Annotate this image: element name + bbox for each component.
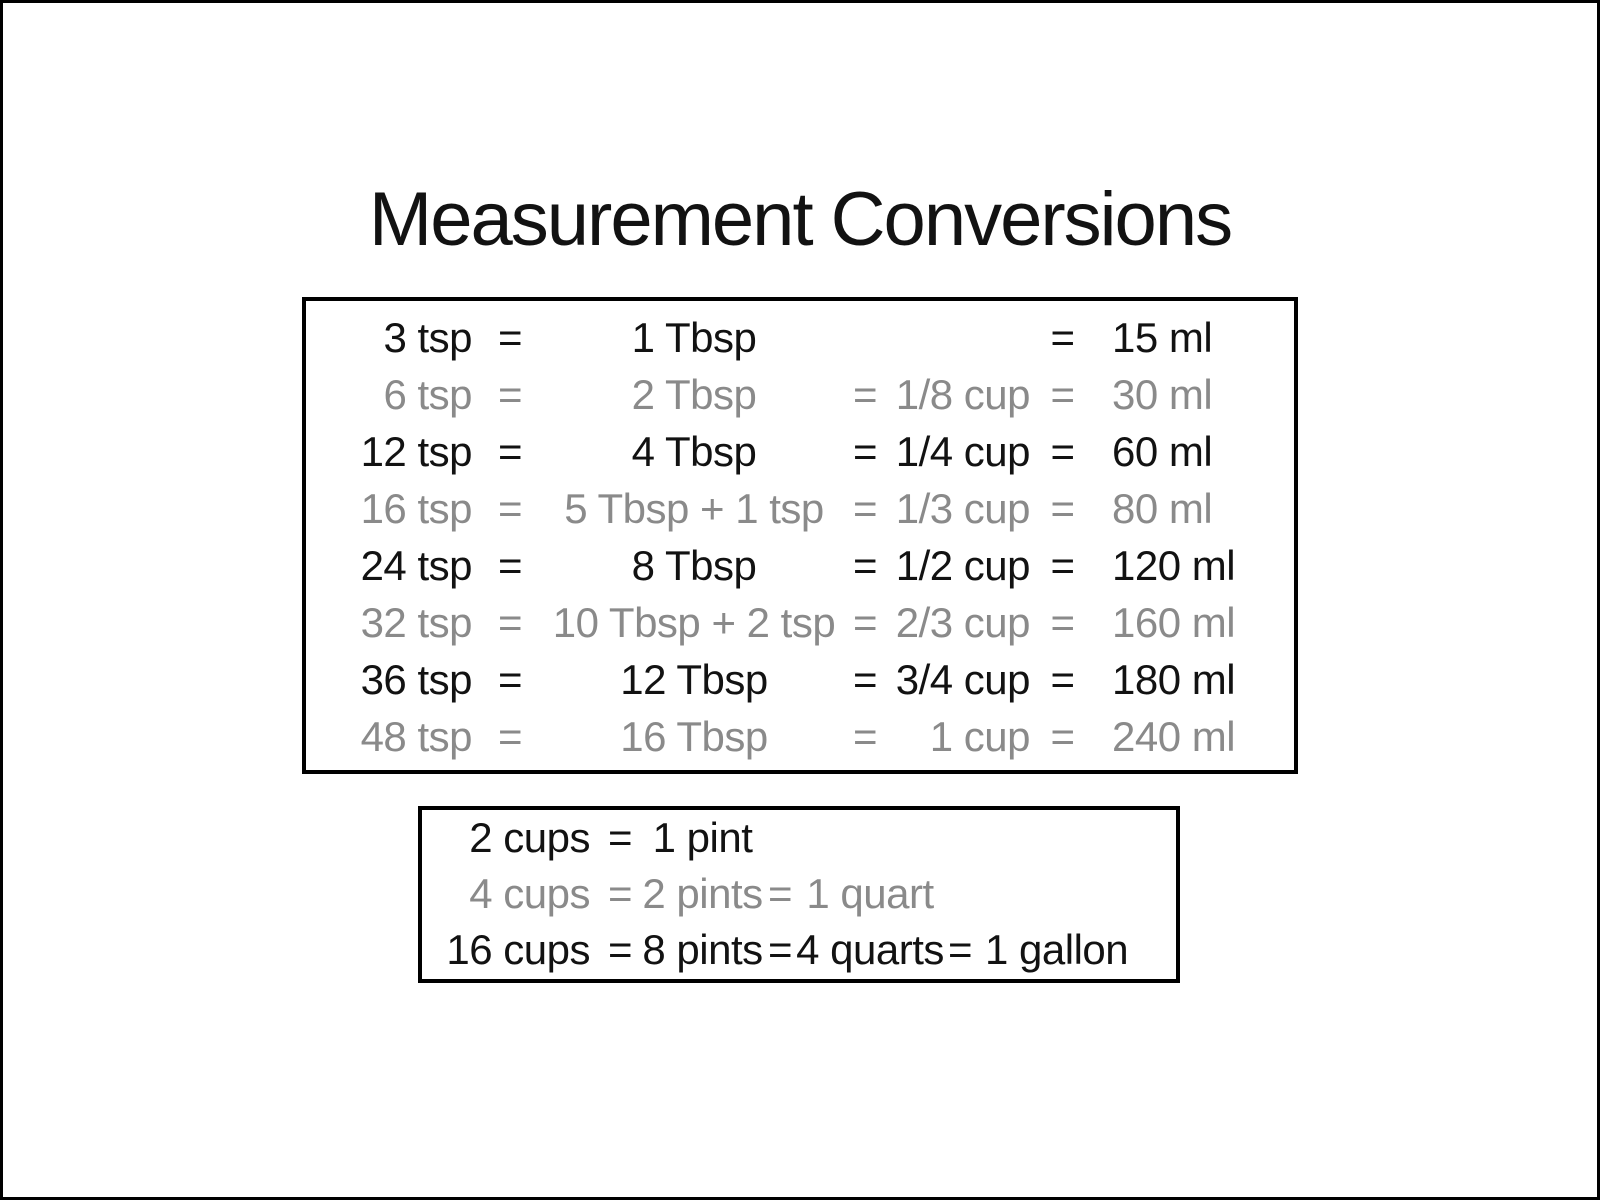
- equals-sign: =: [497, 541, 523, 589]
- page-title: Measurement Conversions: [368, 177, 1232, 262]
- cups-value: 4 cups: [469, 870, 590, 917]
- tsp-value: 36 tsp: [360, 655, 472, 703]
- quarts-value: 1 quart: [806, 870, 934, 917]
- ml-value: 15 ml: [1112, 313, 1213, 361]
- equals-sign: =: [1050, 712, 1075, 760]
- equals-sign: =: [607, 926, 633, 973]
- equals-sign: =: [1050, 370, 1075, 418]
- table-row: [306, 708, 1294, 765]
- cup-value: 2/3 cup: [895, 598, 1030, 646]
- equals-sign: =: [767, 926, 793, 973]
- cups-value: 2 cups: [469, 814, 590, 861]
- pints-value: 2 pints: [642, 870, 763, 917]
- tsp-value: 24 tsp: [360, 541, 472, 589]
- tbsp-value: 10 Tbsp + 2 tsp: [552, 598, 836, 646]
- ml-value: 120 ml: [1112, 541, 1236, 589]
- table-row: [422, 810, 1176, 866]
- table-row: [306, 480, 1294, 537]
- table-row: [306, 537, 1294, 594]
- equals-sign: =: [497, 484, 523, 532]
- tsp-value: 32 tsp: [360, 598, 472, 646]
- equals-sign: =: [852, 370, 878, 418]
- tsp-value: 48 tsp: [360, 712, 472, 760]
- table-row: [306, 309, 1294, 366]
- equals-sign: =: [607, 870, 633, 917]
- pints-value: 1 pint: [652, 814, 753, 861]
- equals-sign: =: [1050, 313, 1075, 361]
- ml-value: 180 ml: [1112, 655, 1236, 703]
- table-row: [306, 594, 1294, 651]
- equals-sign: =: [497, 598, 523, 646]
- cup-value: 1/8 cup: [895, 370, 1030, 418]
- table-row: [422, 922, 1176, 978]
- equals-sign: =: [852, 712, 878, 760]
- cup-value: 1/3 cup: [895, 484, 1030, 532]
- cups-value: 16 cups: [446, 926, 590, 973]
- cups-pints-quarts-gallons-table: [418, 806, 1180, 983]
- equals-sign: =: [852, 655, 878, 703]
- cup-value: 1/4 cup: [895, 427, 1030, 475]
- equals-sign: =: [1050, 598, 1075, 646]
- equals-sign: =: [852, 484, 878, 532]
- ml-value: 160 ml: [1112, 598, 1236, 646]
- table-row: [422, 866, 1176, 922]
- pints-value: 8 pints: [642, 926, 763, 973]
- equals-sign: =: [1050, 427, 1075, 475]
- equals-sign: =: [1050, 484, 1075, 532]
- tbsp-value: 12 Tbsp: [620, 655, 768, 703]
- table-row: [306, 366, 1294, 423]
- quarts-value: 4 quarts: [796, 926, 944, 973]
- tbsp-value: 5 Tbsp + 1 tsp: [564, 484, 824, 532]
- equals-sign: =: [497, 370, 523, 418]
- equals-sign: =: [497, 427, 523, 475]
- cup-value: 1 cup: [929, 712, 1030, 760]
- equals-sign: =: [497, 712, 523, 760]
- equals-sign: =: [497, 655, 523, 703]
- equals-sign: =: [852, 427, 878, 475]
- equals-sign: =: [607, 814, 633, 861]
- ml-value: 60 ml: [1112, 427, 1213, 475]
- tsp-tbsp-cup-ml-table: [302, 297, 1298, 774]
- ml-value: 80 ml: [1112, 484, 1213, 532]
- tbsp-value: 4 Tbsp: [631, 427, 757, 475]
- cup-value: 3/4 cup: [895, 655, 1030, 703]
- equals-sign: =: [1050, 541, 1075, 589]
- ml-value: 30 ml: [1112, 370, 1213, 418]
- gallons-value: 1 gallon: [985, 926, 1129, 973]
- tbsp-value: 16 Tbsp: [620, 712, 768, 760]
- ml-value: 240 ml: [1112, 712, 1236, 760]
- equals-sign: =: [852, 598, 878, 646]
- equals-sign: =: [852, 541, 878, 589]
- equals-sign: =: [947, 926, 973, 973]
- tbsp-value: 2 Tbsp: [631, 370, 757, 418]
- tsp-value: 3 tsp: [383, 313, 472, 361]
- equals-sign: =: [767, 870, 793, 917]
- cup-value: 1/2 cup: [895, 541, 1030, 589]
- tbsp-value: 8 Tbsp: [631, 541, 757, 589]
- table-row: [306, 651, 1294, 708]
- tsp-value: 6 tsp: [383, 370, 472, 418]
- table-row: [306, 423, 1294, 480]
- tbsp-value: 1 Tbsp: [631, 313, 757, 361]
- equals-sign: =: [1050, 655, 1075, 703]
- tsp-value: 16 tsp: [360, 484, 472, 532]
- tsp-value: 12 tsp: [360, 427, 472, 475]
- equals-sign: =: [497, 313, 523, 361]
